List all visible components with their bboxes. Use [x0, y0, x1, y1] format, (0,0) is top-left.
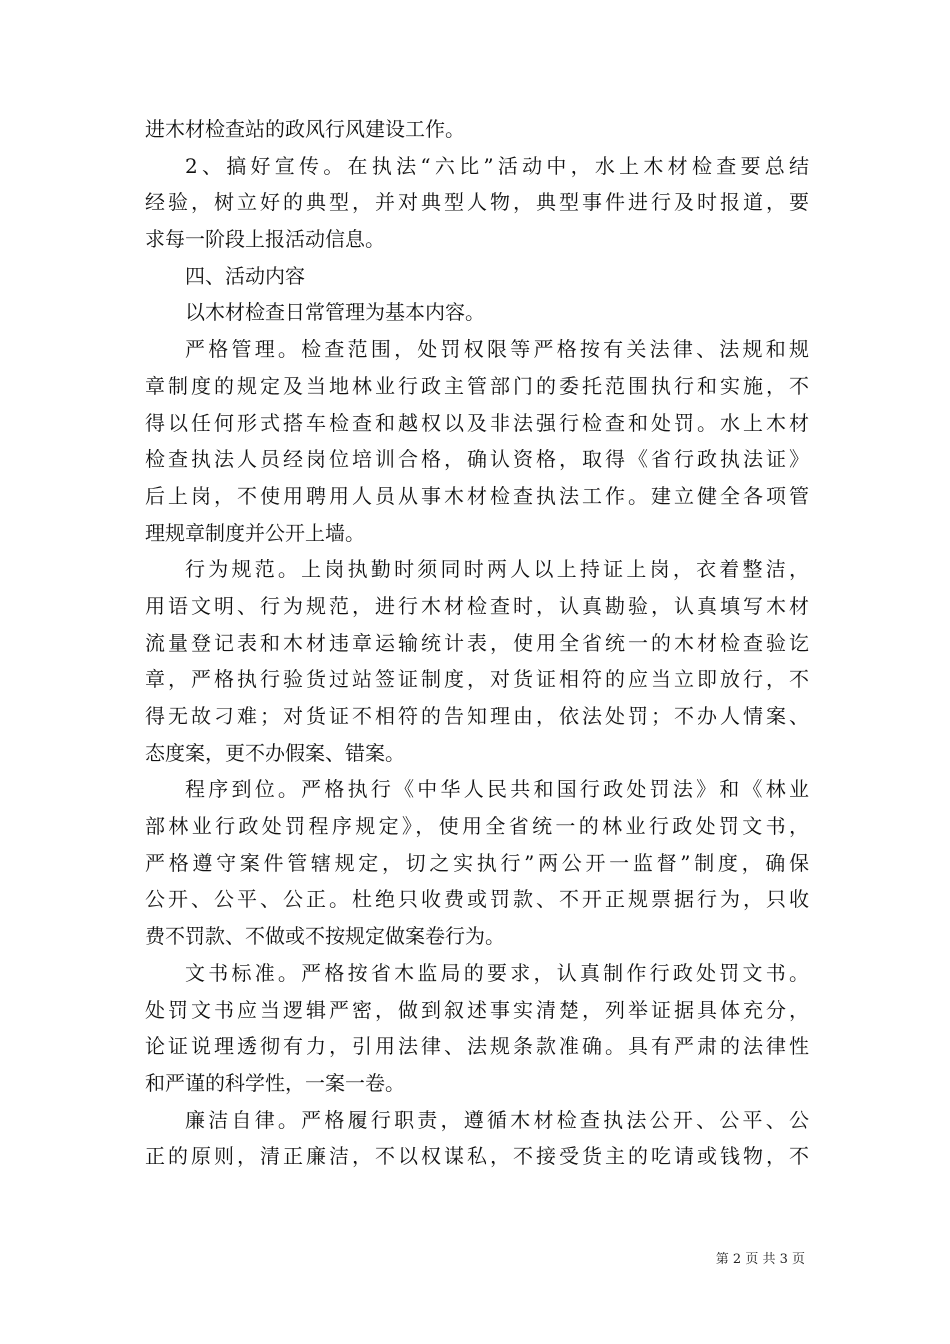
text-line: 章，严格执行验货过站签证制度，对货证相符的应当立即放行，不	[145, 667, 809, 692]
page-number: 第 2 页 共 3 页	[715, 1252, 805, 1267]
text-line: 2、搞好宣传。在执法“六比”活动中，水上木材检查要总结	[185, 153, 809, 178]
text-line: 公开、公平、公正。杜绝只收费或罚款、不开正规票据行为，只收	[145, 887, 809, 912]
text-line: 正的原则，清正廉洁，不以权谋私，不接受货主的吃请或钱物，不	[145, 1144, 809, 1169]
paragraph	[145, 331, 809, 551]
text-line: 行为规范。上岗执勤时须同时两人以上持证上岗，衣着整洁，	[185, 557, 809, 582]
paragraph	[145, 551, 809, 771]
text-line: 后上岗，不使用聘用人员从事木材检查执法工作。建立健全各项管	[145, 483, 809, 508]
text-line: 和严谨的科学性，一案一卷。	[145, 1070, 405, 1095]
text-line: 求每一阶段上报活动信息。	[145, 227, 385, 252]
text-line: 论证说理透彻有力，引用法律、法规条款准确。具有严肃的法律性	[145, 1034, 809, 1059]
text-line: 经验，树立好的典型，并对典型人物，典型事件进行及时报道，要	[145, 190, 809, 215]
text-line: 章制度的规定及当地林业行政主管部门的委托范围执行和实施，不	[145, 373, 809, 398]
text-line: 处罚文书应当逻辑严密，做到叙述事实清楚，列举证据具体充分，	[145, 997, 809, 1022]
paragraph	[145, 955, 809, 1102]
text-line: 部林业行政处罚程序规定》，使用全省统一的林业行政处罚文书，	[145, 814, 809, 839]
text-line: 费不罚款、不做或不按规定做案卷行为。	[145, 924, 505, 949]
paragraph	[145, 111, 809, 148]
text-line: 理规章制度并公开上墙。	[145, 520, 365, 545]
text-line: 文书标准。严格按省木监局的要求，认真制作行政处罚文书。	[185, 960, 809, 985]
text-line: 严格管理。检查范围，处罚权限等严格按有关法律、法规和规	[185, 337, 809, 362]
text-line: 流量登记表和木材违章运输统计表，使用全省统一的木材检查验讫	[145, 630, 809, 655]
paragraph	[145, 1102, 809, 1175]
text-line: 以木材检查日常管理为基本内容。	[185, 300, 485, 325]
text-line: 四、活动内容	[185, 263, 305, 288]
text-line: 态度案，更不办假案、错案。	[145, 740, 405, 765]
paragraph	[145, 148, 809, 258]
paragraph	[145, 258, 809, 295]
paragraph	[145, 294, 809, 331]
paragraph	[145, 771, 809, 954]
text-line: 廉洁自律。严格履行职责，遵循木材检查执法公开、公平、公	[185, 1107, 809, 1132]
text-line: 用语文明、行为规范，进行木材检查时，认真勘验，认真填写木材	[145, 593, 809, 618]
document-body	[145, 111, 809, 1175]
text-line: 严格遵守案件管辖规定，切之实执行”两公开一监督”制度，确保	[145, 850, 809, 875]
text-line: 程序到位。严格执行《中华人民共和国行政处罚法》和《林业	[185, 777, 809, 802]
text-line: 得以任何形式搭车检查和越权以及非法强行检查和处罚。水上木材	[145, 410, 809, 435]
text-line: 进木材检查站的政风行风建设工作。	[145, 117, 465, 141]
text-line: 检查执法人员经岗位培训合格，确认资格，取得《省行政执法证》	[145, 447, 809, 472]
text-line: 得无故刁难；对货证不相符的告知理由，依法处罚；不办人情案、	[145, 704, 809, 728]
